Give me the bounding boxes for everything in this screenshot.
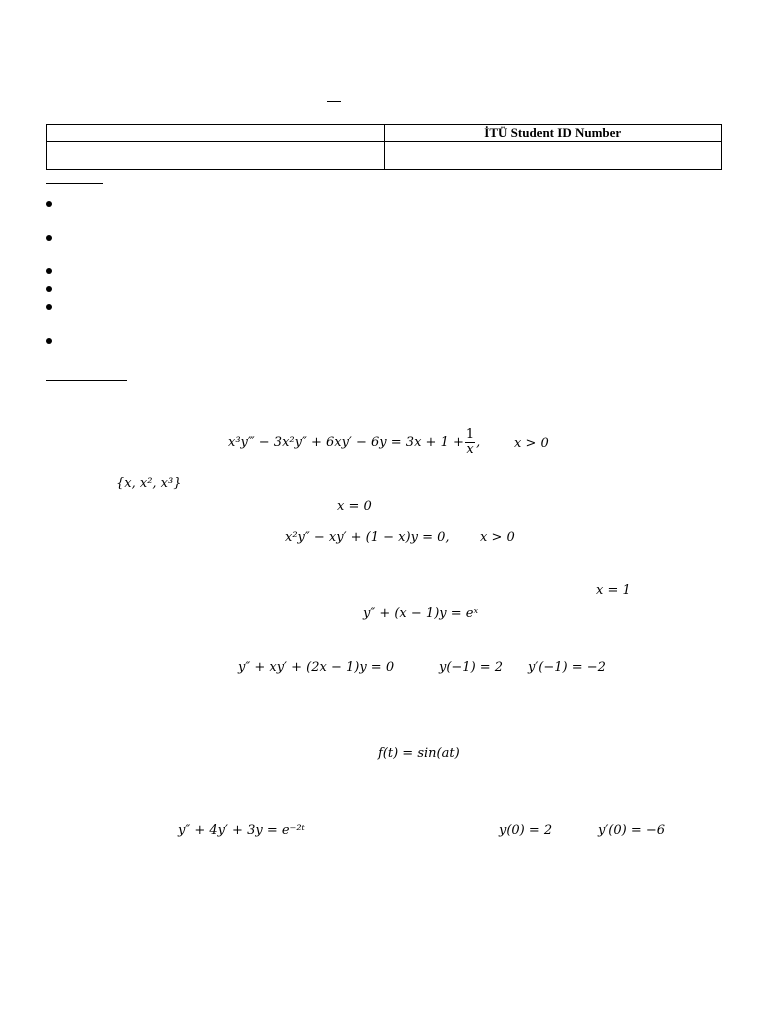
equation-6: y″ + 4y′ + 3y = e⁻²ᵗ xyxy=(178,823,305,838)
name-header-cell xyxy=(47,125,385,142)
fraction-denominator: x xyxy=(466,442,474,457)
equation-3: y″ + (x − 1)y = eˣ xyxy=(363,606,479,621)
instruction-bullet-4 xyxy=(46,286,52,292)
student-info-value-row xyxy=(47,142,722,170)
student-info-header-row xyxy=(47,125,722,142)
equation-5-function: f(t) = sin(at) xyxy=(378,746,460,761)
student-id-header-cell: İTÜ Student ID Number xyxy=(384,125,722,142)
student-id-value-cell[interactable] xyxy=(384,142,722,170)
questions-heading-underline xyxy=(46,380,127,381)
instruction-bullet-1 xyxy=(46,201,52,207)
title-dash xyxy=(327,101,341,102)
student-info-table xyxy=(46,124,722,170)
equation-2: x²y″ − xy′ + (1 − x)y = 0, xyxy=(285,530,450,545)
equation-4-initial-condition-1: y(−1) = 2 xyxy=(439,660,504,675)
equation-4-initial-condition-2: y′(−1) = −2 xyxy=(528,660,606,675)
basis-set: {x, x², x³} xyxy=(116,476,182,491)
equation-1-comma: , xyxy=(476,435,481,450)
instruction-bullet-5 xyxy=(46,304,52,310)
instruction-bullet-2 xyxy=(46,235,52,241)
equation-1-condition: x > 0 xyxy=(514,436,549,451)
equation-6-initial-condition-1: y(0) = 2 xyxy=(499,823,553,838)
equation-4: y″ + xy′ + (2x − 1)y = 0 xyxy=(238,660,395,675)
point-x-equals-1: x = 1 xyxy=(596,583,631,598)
instructions-heading-underline xyxy=(46,183,103,184)
instruction-bullet-3 xyxy=(46,268,52,274)
instruction-bullet-6 xyxy=(46,338,52,344)
name-value-cell[interactable] xyxy=(47,142,385,170)
equation-1 xyxy=(228,428,480,457)
point-x-equals-0: x = 0 xyxy=(337,499,372,514)
equation-6-initial-condition-2: y′(0) = −6 xyxy=(598,823,666,838)
equation-2-condition: x > 0 xyxy=(480,530,515,545)
fraction-numerator: 1 xyxy=(465,427,475,442)
equation-1-lhs: x³y‴ − 3x²y″ + 6xy′ − 6y = 3x + 1 + xyxy=(228,435,464,450)
equation-1-fraction xyxy=(465,428,475,457)
